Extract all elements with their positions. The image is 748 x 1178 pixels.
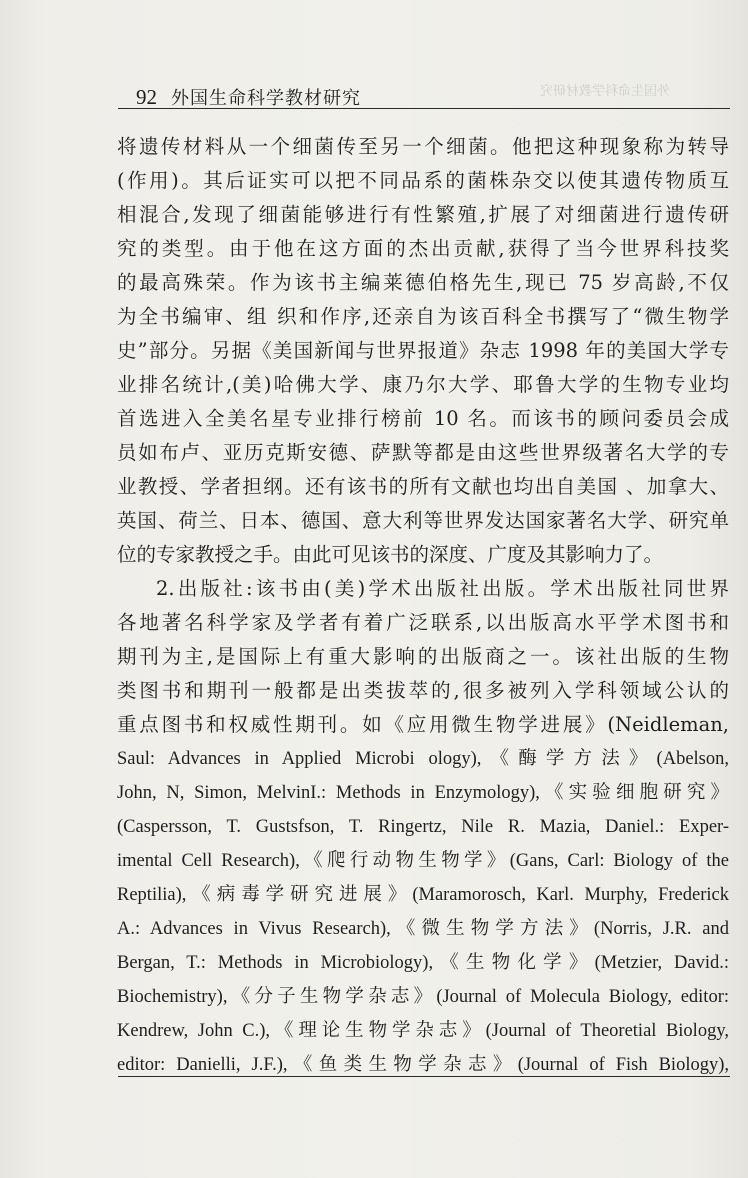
text-line: 史”部分。另据《美国新闻与世界报道》杂志 1998 年的美国大学专 <box>117 339 729 362</box>
text-line: 位的专家教授之手。由此可见该书的深度、广度及其影响力了。 <box>117 543 664 566</box>
text-line: Bergan, T.: Methods in Microbiology),《生物化学》(Metzier, David.: <box>117 953 729 973</box>
text-line: (作用)。其后证实可以把不同品系的菌株杂交以使其遗传物质互 <box>117 169 729 192</box>
text-line: 英国、荷兰、日本、德国、意大利等世界发达国家著名大学、研究单 <box>117 509 729 532</box>
text-line: 的最高殊荣。作为该书主编莱德伯格先生,现已 75 岁高龄,不仅 <box>117 271 729 294</box>
text-line: 将遗传材料从一个细菌传至另一个细菌。他把这种现象称为转导 <box>117 135 729 158</box>
text-line: Kendrew, John C.),《理论生物学杂志》(Journal of Theoretial Biology, <box>117 1021 729 1041</box>
text-line: imental Cell Research),《爬行动物生物学》(Gans, Carl: Biology of the <box>117 851 729 871</box>
text-line: 业教授、学者担纲。还有该书的所有文献也均出自美国 、加拿大、 <box>117 475 729 498</box>
text-line: 员如布卢、亚历克斯安德、萨默等都是由这些世界级著名大学的专 <box>117 441 729 464</box>
paragraph-first-line: 2.出版社:该书由(美)学术出版社出版。学术出版社同世界 <box>156 577 729 600</box>
text-line: 各地著名科学家及学者有着广泛联系,以出版高水平学术图书和 <box>117 611 729 634</box>
text-line: 业排名统计,(美)哈佛大学、康乃尔大学、耶鲁大学的生物专业均 <box>117 373 729 396</box>
page-number: 92 <box>136 85 157 109</box>
text-line: A.: Advances in Vivus Research),《微生物学方法》(Norris, J.R. and <box>117 919 729 939</box>
text-line: 期刊为主,是国际上有重大影响的出版商之一。该社出版的生物 <box>117 645 729 668</box>
show-through-text: 外国生命科学教材研究 <box>540 84 671 99</box>
text-line: Reptilia),《病毒学研究进展》(Maramorosch, Karl. Murphy, Frederick <box>117 885 729 905</box>
text-line: 相混合,发现了细菌能够进行有性繁殖,扩展了对细菌进行遗传研 <box>117 203 729 226</box>
footer-rule <box>118 1076 730 1077</box>
body-text <box>117 130 729 1082</box>
text-line: 类图书和期刊一般都是出类拔萃的,很多被列入学科领域公认的 <box>117 679 729 702</box>
text-line: (Caspersson, T. Gustsfson, T. Ringertz, Nile R. Mazia, Daniel.: Exper- <box>117 817 729 837</box>
page-header <box>136 76 361 110</box>
text-line: Biochemistry),《分子生物学杂志》(Journal of Molecula Biology, editor: <box>117 987 729 1007</box>
text-line: 为全书编审、组 织和作序,还亲自为该百科全书撰写了“微生物学 <box>117 305 729 328</box>
text-line: John, N, Simon, MelvinI.: Methods in Enzymology),《实验细胞研究》 <box>117 783 729 803</box>
text-line: 首选进入全美名星专业排行榜前 10 名。而该书的顾问委员会成 <box>117 407 729 430</box>
text-line: 重点图书和权威性期刊。如《应用微生物学进展》(Neidleman, <box>117 713 729 736</box>
text-line: Saul: Advances in Applied Microbi ology),《酶学方法》(Abelson, <box>117 749 729 769</box>
text-line: 究的类型。由于他在这方面的杰出贡献,获得了当今世界科技奖 <box>117 237 729 260</box>
header-rule <box>118 108 730 109</box>
text-line: editor: Danielli, J.F.),《鱼类生物学杂志》(Journal of Fish Biology), <box>117 1055 729 1075</box>
running-title: 外国生命科学教材研究 <box>171 88 361 109</box>
